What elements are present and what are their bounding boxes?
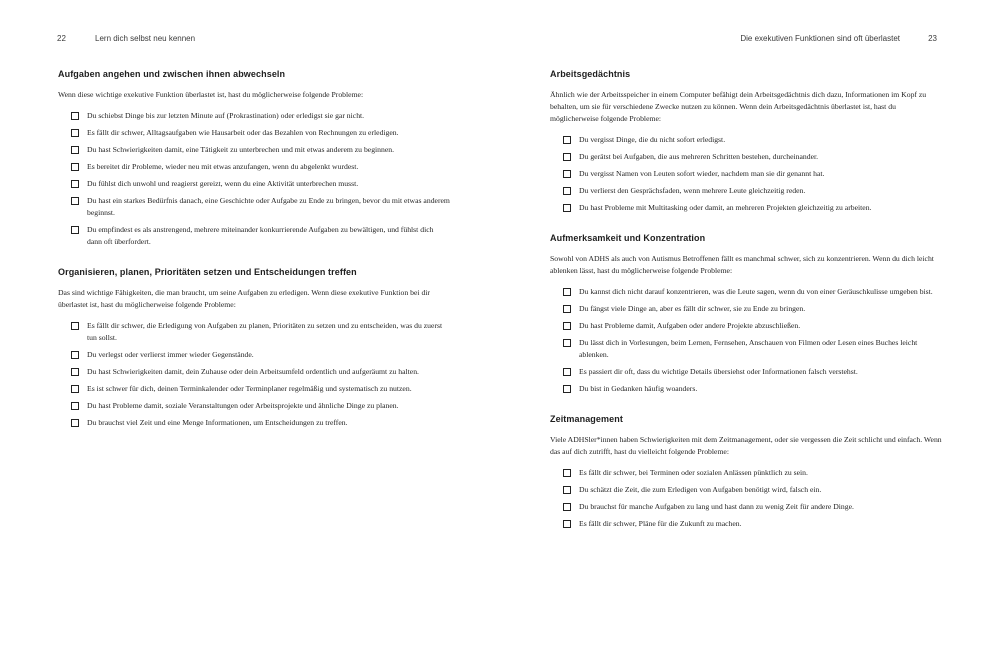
checklist-item — [71, 161, 450, 173]
checklist-item — [71, 366, 450, 378]
checklist-item-text: Es fällt dir schwer, Pläne für die Zukunft zu machen. — [579, 519, 742, 528]
checklist-item-text: Du fängst viele Dinge an, aber es fällt dir schwer, sie zu Ende zu bringen. — [579, 304, 806, 313]
right-page — [497, 0, 995, 648]
section-intro: Viele ADHSler*innen haben Schwierigkeiten mit dem Zeitmanagement, oder sie vergessen die Zeit schlicht und einfach. Wenn das auf dich zutrifft, hast du vielleicht folgende Probleme: — [550, 435, 942, 456]
section-task-switching — [58, 69, 450, 248]
section-intro: Ähnlich wie der Arbeitsspeicher in einem Computer befähigt dein Arbeitsgedächtnis dich dazu, Informationen im Kopf zu behalten, um sie für verschiedene Zwecke nutzen zu können. Wenn dein Arbeitsgedächtnis überlastet ist, hast du möglicherweise folgende Probleme: — [550, 90, 927, 123]
running-title: Lern dich selbst neu kennen — [95, 34, 196, 43]
checklist-item — [71, 178, 450, 190]
checklist-item — [71, 320, 450, 344]
checklist-item-text: Du verlegst oder verlierst immer wieder Gegenstände. — [87, 350, 254, 359]
checklist-item-text: Du hast Probleme damit, Aufgaben oder andere Projekte abzuschließen. — [579, 321, 801, 330]
checklist-item-text: Du brauchst viel Zeit und eine Menge Informationen, um Entscheidungen zu treffen. — [87, 418, 348, 427]
checklist — [550, 467, 942, 530]
page-number: 23 — [928, 34, 937, 43]
section-organizing-planning — [58, 267, 450, 429]
checklist-item-text: Du hast Probleme mit Multitasking oder damit, an mehreren Projekten gleichzeitig zu arbeiten. — [579, 203, 872, 212]
checklist-item — [563, 134, 942, 146]
checkbox-icon[interactable] — [71, 146, 79, 154]
checklist-item-text: Du hast Probleme damit, soziale Veranstaltungen oder Arbeitsprojekte und ähnliche Dinge zu planen. — [87, 401, 399, 410]
checklist-item-text: Du vergisst Dinge, die du nicht sofort erledigst. — [579, 135, 726, 144]
checkbox-icon[interactable] — [563, 520, 571, 528]
checklist-item-text: Du vergisst Namen von Leuten sofort wieder, nachdem man sie dir genannt hat. — [579, 169, 825, 178]
checklist-item-text: Es fällt dir schwer, Alltagsaufgaben wie Hausarbeit oder das Bezahlen von Rechnungen zu erledigen. — [87, 128, 399, 137]
checkbox-icon[interactable] — [563, 385, 571, 393]
checkbox-icon[interactable] — [563, 469, 571, 477]
checkbox-icon[interactable] — [71, 385, 79, 393]
checkbox-icon[interactable] — [71, 351, 79, 359]
section-heading: Aufmerksamkeit und Konzentration — [550, 233, 706, 243]
checkbox-icon[interactable] — [71, 368, 79, 376]
checklist — [58, 110, 450, 248]
checklist-item — [71, 383, 450, 395]
checklist-item — [563, 151, 942, 163]
section-intro: Sowohl von ADHS als auch von Autismus Betroffenen fällt es manchmal schwer, sich zu konzentrieren. Wenn du dich leicht ablenken lässt, hast du möglicherweise folgende Probleme: — [550, 254, 934, 275]
section-heading: Aufgaben angehen und zwischen ihnen abwechseln — [58, 69, 286, 79]
left-column — [58, 69, 450, 434]
right-column — [550, 69, 942, 535]
running-title: Die exekutiven Funktionen sind oft überlastet — [740, 34, 900, 43]
checkbox-icon[interactable] — [563, 322, 571, 330]
checklist-item-text: Du gerätst bei Aufgaben, die aus mehreren Schritten bestehen, durcheinander. — [579, 152, 819, 161]
section-heading: Zeitmanagement — [550, 414, 623, 424]
checklist-item — [563, 286, 942, 298]
section-intro: Wenn diese wichtige exekutive Funktion überlastet ist, hast du möglicherweise folgende Probleme: — [58, 90, 364, 99]
checklist-item-text: Du hast Schwierigkeiten damit, eine Tätigkeit zu unterbrechen und mit etwas anderem zu beginnen. — [87, 145, 395, 154]
checkbox-icon[interactable] — [563, 204, 571, 212]
checklist-item — [563, 320, 942, 332]
checklist-item-text: Du fühlst dich unwohl und reagierst gereizt, wenn du eine Aktivität unterbrechen musst. — [87, 179, 359, 188]
section-heading: Arbeitsgedächtnis — [550, 69, 631, 79]
checkbox-icon[interactable] — [563, 170, 571, 178]
checkbox-icon[interactable] — [71, 419, 79, 427]
checkbox-icon[interactable] — [71, 322, 79, 330]
checklist-item-text: Es passiert dir oft, dass du wichtige Details übersiehst oder Informationen falsch verstehst. — [579, 367, 858, 376]
checklist-item — [563, 185, 942, 197]
checklist-item-text: Du hast Schwierigkeiten damit, dein Zuhause oder dein Arbeitsumfeld ordentlich und aufgeräumt zu halten. — [87, 367, 419, 376]
checkbox-icon[interactable] — [563, 153, 571, 161]
left-page — [0, 0, 497, 648]
checklist-item-text: Es fällt dir schwer, bei Terminen oder sozialen Anlässen pünktlich zu sein. — [579, 468, 808, 477]
checkbox-icon[interactable] — [71, 402, 79, 410]
checklist-item-text: Du schiebst Dinge bis zur letzten Minute auf (Prokrastination) oder erledigst sie gar nicht. — [87, 111, 365, 120]
section-attention-concentration — [550, 233, 942, 395]
checkbox-icon[interactable] — [563, 288, 571, 296]
checkbox-icon[interactable] — [71, 112, 79, 120]
checkbox-icon[interactable] — [71, 197, 79, 205]
checklist-item-text: Du verlierst den Gesprächsfaden, wenn mehrere Leute gleichzeitig reden. — [579, 186, 806, 195]
checklist — [550, 286, 942, 395]
checklist-item — [563, 337, 942, 361]
checkbox-icon[interactable] — [563, 187, 571, 195]
checklist-item-text: Es ist schwer für dich, deinen Terminkalender oder Terminplaner regelmäßig und systematisch zu nutzen. — [87, 384, 412, 393]
checklist-item-text: Es fällt dir schwer, die Erledigung von Aufgaben zu planen, Prioritäten zu setzen und zu entscheiden, was du zuerst tun sollst. — [87, 321, 443, 342]
checkbox-icon[interactable] — [71, 226, 79, 234]
checklist-item — [71, 110, 450, 122]
checklist-item — [563, 484, 942, 496]
checklist-item — [563, 366, 942, 378]
checkbox-icon[interactable] — [563, 339, 571, 347]
section-heading: Organisieren, planen, Prioritäten setzen und Entscheidungen treffen — [58, 267, 357, 277]
checklist-item — [71, 349, 450, 361]
page-number: 22 — [57, 34, 66, 43]
checklist-item — [563, 467, 942, 479]
checkbox-icon[interactable] — [563, 486, 571, 494]
checklist-item-text: Du brauchst für manche Aufgaben zu lang und hast dann zu wenig Zeit für andere Dinge. — [579, 502, 854, 511]
checklist-item-text: Du kannst dich nicht darauf konzentrieren, was die Leute sagen, wenn du von einer Geräuschkulisse umgeben bist. — [579, 287, 933, 296]
checklist — [550, 134, 942, 214]
checkbox-icon[interactable] — [71, 180, 79, 188]
checklist-item-text: Du hast ein starkes Bedürfnis danach, eine Geschichte oder Aufgabe zu Ende zu bringen, bevor du mit etwas anderem beginnst. — [87, 196, 450, 217]
checklist-item — [563, 168, 942, 180]
checklist-item — [71, 195, 450, 219]
checklist-item-text: Es bereitet dir Probleme, wieder neu mit etwas anzufangen, wenn du abgelenkt wurdest. — [87, 162, 359, 171]
checklist-item — [71, 417, 450, 429]
checkbox-icon[interactable] — [563, 503, 571, 511]
checklist-item — [71, 144, 450, 156]
checklist-item — [563, 202, 942, 214]
checkbox-icon[interactable] — [563, 368, 571, 376]
checklist-item-text: Du schätzt die Zeit, die zum Erledigen von Aufgaben benötigt wird, falsch ein. — [579, 485, 822, 494]
section-intro: Das sind wichtige Fähigkeiten, die man braucht, um seine Aufgaben zu erledigen. Wenn diese exekutive Funktion bei dir überlastet ist, hast du möglicherweise folgende Probleme: — [58, 288, 430, 309]
checkbox-icon[interactable] — [563, 305, 571, 313]
checklist-item — [71, 400, 450, 412]
checklist-item — [563, 518, 942, 530]
checklist-item-text: Du empfindest es als anstrengend, mehrere miteinander konkurrierende Aufgaben zu bewältigen, und fühlst dich dann oft überfordert. — [87, 225, 434, 246]
checkbox-icon[interactable] — [563, 136, 571, 144]
checkbox-icon[interactable] — [71, 163, 79, 171]
checklist-item — [563, 501, 942, 513]
checklist-item-text: Du bist in Gedanken häufig woanders. — [579, 384, 698, 393]
checklist-item — [71, 127, 450, 139]
section-working-memory — [550, 69, 942, 214]
checklist — [58, 320, 450, 429]
section-time-management — [550, 414, 942, 530]
checklist-item — [563, 383, 942, 395]
checkbox-icon[interactable] — [71, 129, 79, 137]
checklist-item — [563, 303, 942, 315]
checklist-item — [71, 224, 450, 248]
checklist-item-text: Du lässt dich in Vorlesungen, beim Lernen, Fernsehen, Anschauen von Filmen oder Lesen eines Buches leicht ablenken. — [579, 338, 918, 359]
